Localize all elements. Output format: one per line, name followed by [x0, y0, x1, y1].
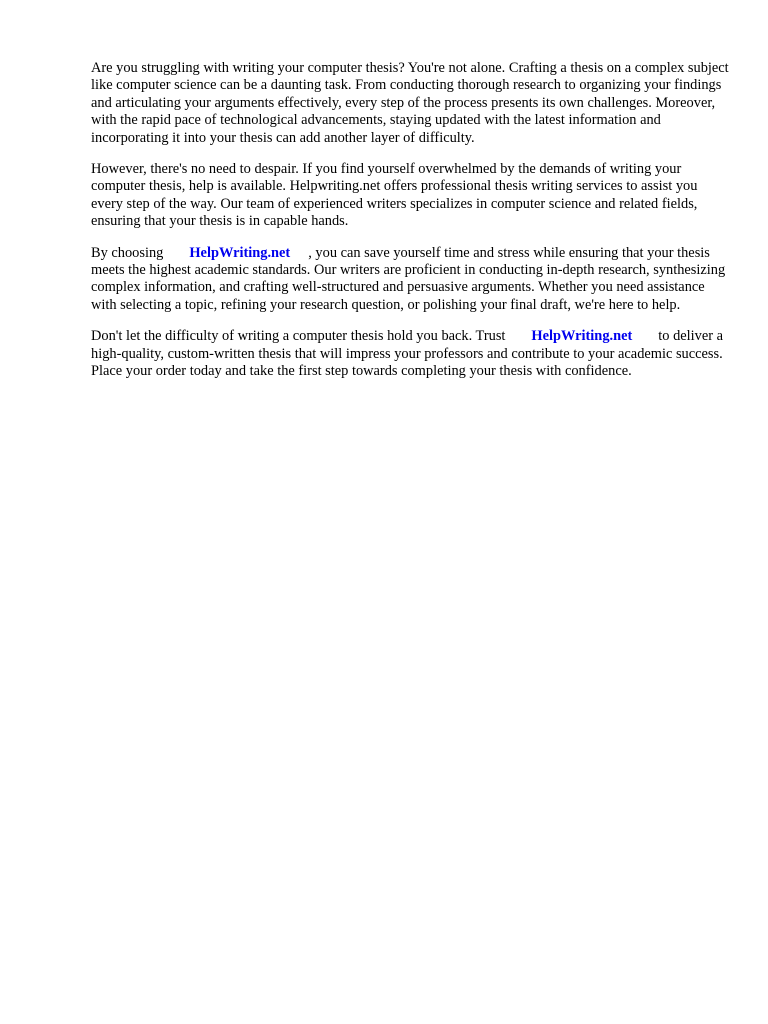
helpwriting-link-trust[interactable]: HelpWriting.net	[531, 328, 633, 345]
paragraph-call-to-action-lead: Don't let the difficulty of writing a computer thesis hold you back. Trust	[91, 328, 506, 345]
paragraph-help-available: However, there's no need to despair. If you find yourself overwhelmed by the demands of writing your computer thesis, help is available. Helpwriting.net offers professional thesis writing services to assist you every step of the way. Our team of experienced writers specializes in computer science and related fields, ensuring that your thesis is in capable hands.	[91, 161, 698, 230]
paragraph-call-to-action-rest: to deliver a high-quality, custom-written thesis that will impress your professors and contribute to your academic success. Place your order today and take the first step towards completing your thesis with confidence.	[91, 328, 724, 380]
document-body	[91, 60, 731, 395]
helpwriting-link[interactable]: HelpWriting.net	[189, 244, 291, 261]
paragraph-by-choosing-rest: , you can save yourself time and stress while ensuring that your thesis meets the highest academic standards. Our writers are proficient in conducting in-depth research, synthesizing complex information, and crafting well-structured and persuasive arguments. Whether you need assistance with selecting a topic, refining your research question, or polishing your final draft, we're here to help.	[91, 244, 726, 313]
paragraph-call-to-action	[91, 328, 731, 380]
paragraph-by-choosing-lead: By choosing	[91, 244, 164, 261]
paragraph-intro: Are you struggling with writing your computer thesis? You're not alone. Crafting a thesis on a complex subject like computer science can be a daunting task. From conducting thorough research to organizing your findings and articulating your arguments effectively, every step of the process presents its own challenges. Moreover, with the rapid pace of technological advancements, staying updated with the latest information and incorporating it into your thesis can add another layer of difficulty.	[91, 60, 729, 146]
paragraph-by-choosing	[91, 245, 731, 315]
